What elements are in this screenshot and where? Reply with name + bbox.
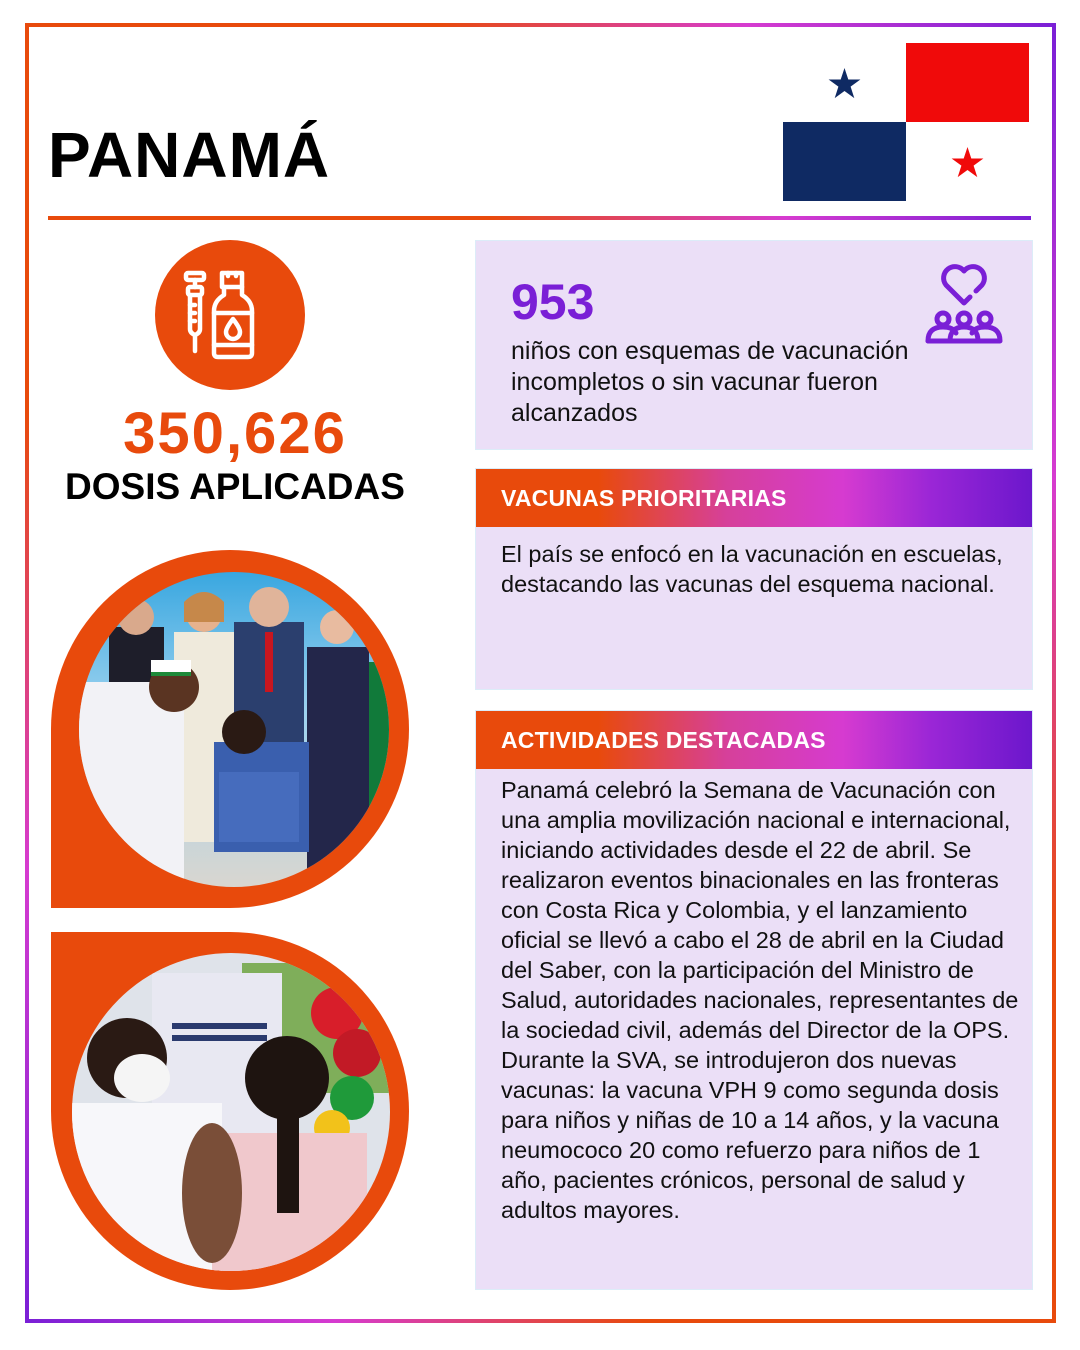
frame-border-right [1052, 23, 1056, 1323]
page-title: PANAMÁ [48, 119, 331, 191]
photo-adolescent-vaccination [72, 953, 390, 1271]
children-reached-value: 953 [511, 274, 595, 330]
doses-icon-badge [155, 240, 305, 390]
syringe-vial-icon [182, 267, 278, 363]
section-body: Panamá celebró la Semana de Vacunación con una amplia movilización nacional e internacional, iniciando actividades desde el 22 de abril. Se realizaron eventos binacionales en las fronteras con Costa Rica y Colombia, y el lanzamiento oficial se llevó a cabo el 28 de abril en la Ciudad del Saber, con la participación del Ministro de Salud, autoridades nacionales, representantes de la sociedad civil, además del Director de la OPS. Durante la SVA, se introdujeron dos nuevas vacunas: la vacuna VPH 9 como segunda dosis para niños y niñas de 10 a 14 años, y la vacuna neumococo 20 como refuerzo para niños de 1 año, pacientes crónicos, personal de salud y adultos mayores. [501, 777, 1019, 1223]
doses-value: 350,626 [123, 401, 347, 466]
frame-border-bottom [25, 1319, 1056, 1323]
frame-border-left [25, 23, 29, 1323]
section-title: VACUNAS PRIORITARIAS [476, 469, 1032, 527]
section-body: El país se enfocó en la vacunación en escuelas, destacando las vacunas del esquema nacional. [501, 541, 1003, 597]
children-reached-card [475, 240, 1033, 450]
children-reached-description: niños con esquemas de vacunación incompletos o sin vacunar fueron alcanzados [511, 337, 909, 427]
frame-border-top [25, 23, 1056, 27]
priority-vaccines-section [475, 468, 1033, 690]
heart-community-icon [916, 253, 1012, 349]
photo-school-vaccination-event [79, 572, 389, 887]
title-divider [48, 216, 1031, 220]
highlighted-activities-section [475, 710, 1033, 1290]
doses-label: DOSIS APLICADAS [65, 466, 405, 507]
section-title: ACTIVIDADES DESTACADAS [476, 711, 1032, 769]
panama-flag-icon [783, 43, 1029, 201]
